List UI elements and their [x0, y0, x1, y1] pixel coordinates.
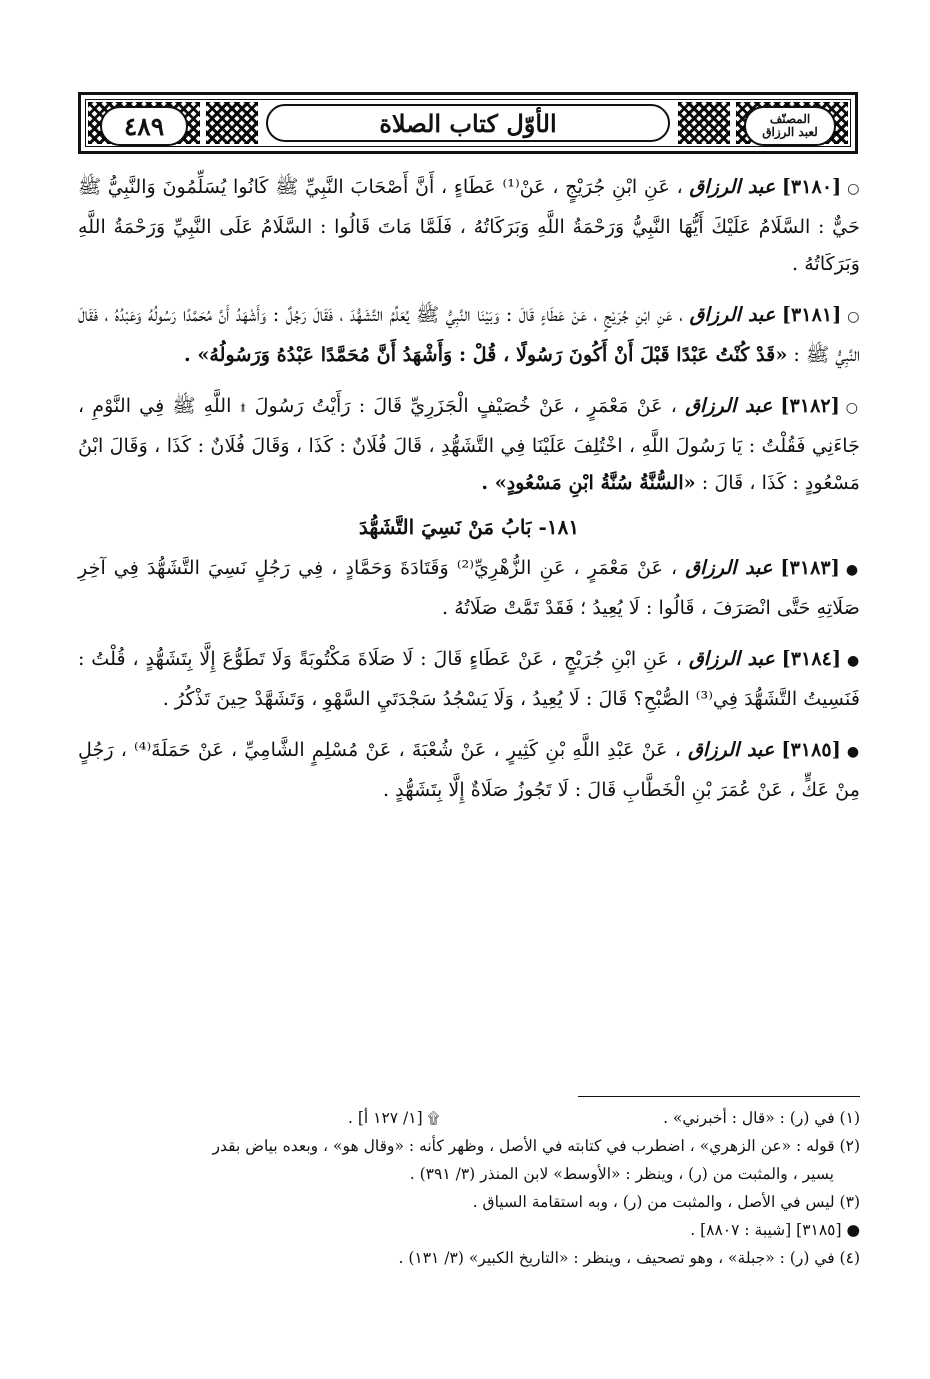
footnote-2: (٢) قوله : «عن الزهري» ، اضطرب في كتابته في الأصل ، وظهر كأنه : «وقال هو» ، وبعده بياض بقدر — [212, 1137, 860, 1155]
footnote-source-ref: ● [٣١٨٥] [شيبة : ٨٨٠٧] . — [690, 1221, 860, 1239]
main-text — [78, 168, 860, 822]
hadith-number: [٣١٨١] — [781, 303, 842, 326]
author-name: عبد الرزاق — [685, 556, 773, 579]
logo-line-2: لعبد الرزاق — [762, 125, 818, 139]
hadith-text: ، عَنِ ابْنِ جُرَيْجٍ ، عَنْ⁽¹⁾ عَطَاءٍ ، أَنَّ أَصْحَابَ النَّبِيِّ ﷺ كَانُوا يُسَلِّمُونَ وَالنَّبِيُّ ﷺ حَيٌّ : السَّلَامُ عَلَيْكَ أَيُّهَا النَّبِيُّ وَرَحْمَةُ اللَّهِ وَبَرَكَاتُهُ ، فَلَمَّا مَاتَ قَالُوا : السَّلَامُ عَلَى النَّبِيِّ وَرَحْمَةُ اللَّهِ وَبَرَكَاتُهُ . — [78, 175, 860, 275]
footnote-4: (٤) في (ر) : «جبلة» ، وهو تصحيف ، وينظر : «التاريخ الكبير» (٣/ ١٣١) . — [398, 1249, 860, 1267]
page-number: ٤٨٩ — [100, 106, 188, 146]
footnote-2-continued: يسير ، والمثبت من (ر) ، وينظر : «الأوسط» لابن المنذر (٣/ ٣٩١) . — [409, 1165, 834, 1183]
footnote-divider — [578, 1096, 860, 1097]
header-ornament-mid-left — [206, 102, 258, 144]
header-frame — [85, 99, 851, 147]
author-name: عبد الرزاق — [685, 394, 773, 417]
hadith-marker: ● — [847, 653, 860, 669]
page-header — [78, 92, 858, 154]
hadith-text: ، عَنْ مَعْمَرٍ ، عَنْ خُصَيْفٍ الْجَزَرِيِّ قَالَ : رَأَيْتُ رَسُولَ ۩ اللَّهِ ﷺ فِي النَّوْمِ ، جَاءَنِي فَقُلْتُ : يَا رَسُولَ اللَّهِ ، اخْتُلِفَ عَلَيْنَا فِي التَّشَهُّدِ ، قَالَ فُلَانٌ : كَذَا ، وَقَالَ فُلَانٌ : كَذَا ، وَقَالَ ابْنُ مَسْعُودٍ : كَذَا ، قَالَ : — [78, 394, 860, 494]
author-name: عبد الرزاق — [688, 647, 775, 670]
hadith-number: [٣١٨٢] — [780, 394, 840, 417]
hadith-marker: ○ — [847, 181, 860, 197]
hadith-marker: ● — [845, 562, 860, 578]
running-title-banner — [266, 104, 670, 142]
hadith-paragraph — [78, 731, 860, 808]
hadith-paragraph — [78, 549, 860, 626]
footnotes — [78, 1104, 860, 1272]
hadith-paragraph — [78, 387, 860, 501]
footnote-row-1 — [78, 1104, 860, 1132]
footnote-3: (٣) ليس في الأصل ، والمثبت من (ر) ، وبه استقامة السياق . — [472, 1193, 860, 1211]
hadith-quote: «السُّنَّةُ سُنَّةُ ابْنِ مَسْعُودٍ» . — [481, 471, 696, 494]
hadith-number: [٣١٨٣] — [780, 556, 840, 579]
hadith-text: ، عَنِ ابْنِ جُرَيْجٍ ، عَنْ عَطَاءٍ قَالَ : لَا صَلَاةَ مَكْتُوبَةً وَلَا تَطَوُّعَ إِلَّا بِتَشَهُّدٍ ، قُلْتُ : فَنَسِيتُ التَّشَهُّدَ فِي⁽³⁾ الصُّبْحِ؟ قَالَ : لَا يُعِيدُ ، وَلَا يَسْجُدُ سَجْدَتَيِ السَّهْوِ ، وَتَشَهَّدْ حِينَ تَذْكُرُ . — [78, 647, 860, 710]
header-ornament-mid-right — [678, 102, 730, 144]
hadith-number: [٣١٨٥] — [781, 738, 841, 761]
manuscript-folio-ref: ۩ [١/ ١٢٧ أ] . — [348, 1109, 440, 1127]
chapter-heading: ١٨١- بَابُ مَنْ نَسِيَ التَّشَهُّدَ — [358, 515, 580, 539]
hadith-paragraph — [78, 640, 860, 717]
hadith-paragraph — [78, 296, 860, 373]
hadith-text: ، عَنْ مَعْمَرٍ ، عَنِ الزُّهْرِيِّ⁽²⁾ وَقَتَادَةَ وَحَمَّادٍ ، فِي رَجُلٍ نَسِيَ التَّشَهُّدَ فِي آخِرِ صَلَاتِهِ حَتَّى انْصَرَفَ ، قَالُوا : لَا يُعِيدُ ؛ فَقَدْ تَمَّتْ صَلَاتُهُ . — [78, 556, 860, 619]
hadith-text: ، عَنْ عَبْدِ اللَّهِ بْنِ كَثِيرٍ ، عَنْ شُعْبَةَ ، عَنْ مُسْلِمٍ الشَّامِيِّ ، عَنْ حَمَلَةَ⁽⁴⁾ ، رَجُلٍ مِنْ عَكٍّ ، عَنْ عُمَرَ بْنِ الْخَطَّابِ قَالَ : لَا تَجُوزُ صَلَاةٌ إِلَّا بِتَشَهُّدٍ . — [78, 738, 860, 801]
author-name: عبد الرزاق — [688, 738, 775, 761]
running-title: الأوّل كتاب الصلاة — [379, 108, 557, 138]
hadith-marker: ○ — [845, 400, 860, 416]
hadith-text: ، عَنِ ابْنِ جُرَيْجٍ ، عَنْ عَطَاءٍ قَالَ : وَبَيْنَا النَّبِيُّ ﷺ يُعَلِّمُ التَّشَهُّدَ ، فَقَالَ رَجُلٌ : وَأَشْهَدُ أَنَّ مُحَمَّدًا رَسُولُهُ وَعَبْدُهُ ، فَقَالَ النَّبِيُّ ﷺ : — [78, 303, 860, 366]
hadith-marker: ● — [846, 744, 861, 760]
author-name: عبد الرزاق — [689, 175, 776, 198]
footnote-1: (١) في (ر) : «قال : أخبرني» . — [663, 1109, 860, 1127]
hadith-quote: «قَدْ كُنْتُ عَبْدًا قَبْلَ أَنْ أَكُونَ رَسُولًا ، قُلْ : وَأَشْهَدُ أَنَّ مُحَمَّدًا عَبْدُهُ وَرَسُولُهُ» . — [184, 343, 788, 366]
hadith-number: [٣١٨٠] — [781, 175, 842, 198]
hadith-marker: ○ — [847, 309, 860, 325]
book-logo — [744, 106, 836, 146]
hadith-paragraph — [78, 168, 860, 282]
hadith-number: [٣١٨٤] — [781, 647, 842, 670]
author-name: عبد الرزاق — [689, 303, 776, 326]
logo-line-1: المصنّف — [769, 111, 811, 126]
